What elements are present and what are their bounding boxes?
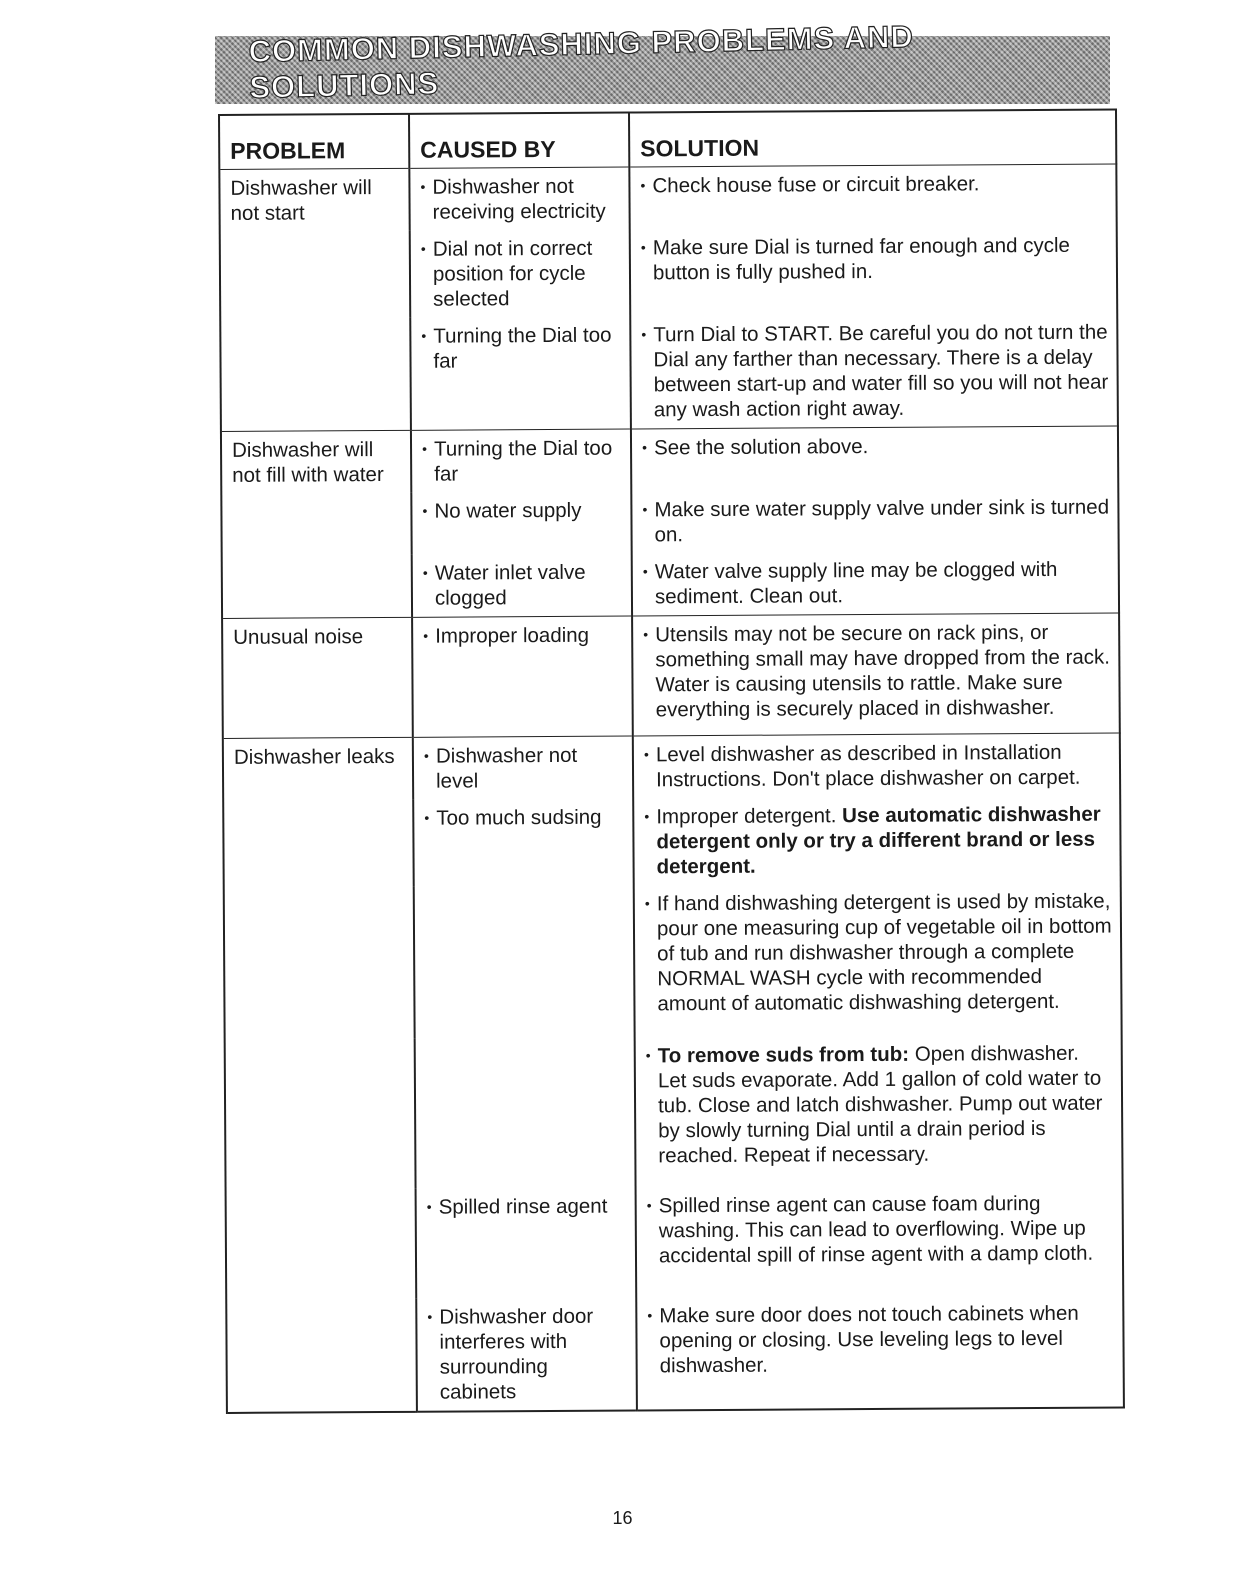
- table-row: [222, 613, 1120, 738]
- problem-cell: [222, 617, 413, 738]
- solution-text: Make sure Dial is turned far enough and cycle button is fully pushed in.: [652, 233, 1070, 285]
- cause-item: • Turning the Dial too far: [422, 436, 622, 487]
- solution-text: If hand dishwashing detergent is used by mistake, pour one measuring cup of vegetable oil in bottom of tub and run dishwasher through a complete NORMAL WASH cycle with recommended amount of automatic dishwashing detergent.: [656, 889, 1112, 1016]
- solution-text: Make sure door does not touch cabinets when opening or closing. Use leveling legs to level dishwasher.: [659, 1301, 1079, 1378]
- troubleshooting-table: [218, 109, 1125, 1414]
- solution-item: [641, 320, 1109, 423]
- solution-item: [644, 740, 1111, 793]
- cause-item: • Improper loading: [423, 623, 623, 649]
- solution-text: Water valve supply line may be clogged with sediment. Clean out.: [654, 557, 1058, 609]
- solution-item: [643, 620, 1111, 723]
- problem-text: Dishwasher will not start: [230, 176, 372, 225]
- solution-item: [642, 495, 1109, 548]
- cause-item: • Water inlet valve clogged: [423, 560, 623, 611]
- cause-cell: [414, 885, 635, 1038]
- table-body: [219, 164, 1124, 1413]
- solution-item: [644, 802, 1111, 880]
- solution-cell: [630, 227, 1118, 317]
- solution-text: Check house fuse or circuit breaker.: [652, 172, 980, 198]
- table-row: [223, 733, 1120, 801]
- solution-item: [640, 171, 1107, 199]
- solution-cell: [632, 613, 1120, 736]
- banner-title: COMMON DISHWASHING PROBLEMS AND SOLUTIONS: [248, 18, 915, 105]
- solution-item: [647, 1301, 1114, 1379]
- header-solution: SOLUTION: [629, 110, 1116, 167]
- problem-text: Unusual noise: [233, 625, 364, 649]
- solution-cell: [636, 1294, 1124, 1410]
- cause-cell: [411, 429, 631, 493]
- cause-cell: [412, 553, 632, 617]
- table-row: [219, 164, 1116, 232]
- solution-bold-text: Use automatic dishwasher detergent only or try a different brand or less detergent.: [656, 802, 1101, 879]
- problem-cell: [223, 737, 417, 1413]
- section-banner: [215, 18, 1110, 105]
- cause-cell: [412, 616, 633, 737]
- problem-text: Dishwasher will not fill with water: [231, 438, 384, 487]
- solution-cell: [635, 1034, 1123, 1187]
- solution-item: [647, 1191, 1114, 1269]
- troubleshooting-table-wrapper: [218, 109, 1123, 1414]
- solution-cell: [631, 489, 1118, 554]
- cause-cell: [410, 316, 631, 430]
- solution-cell: [633, 796, 1121, 886]
- problem-cell: [221, 430, 412, 618]
- table-header-row: [219, 110, 1116, 170]
- cause-cell: [409, 167, 629, 231]
- solution-item: [643, 557, 1110, 610]
- solution-cell: [634, 883, 1122, 1038]
- solution-item: [642, 433, 1109, 461]
- solution-bold-text: To remove suds from tub:: [657, 1042, 910, 1068]
- cause-item: • Too much sudsing: [424, 805, 624, 831]
- solution-text: Level dishwasher as described in Installation Instructions. Don't place dishwasher on carpet.: [655, 740, 1081, 792]
- solution-text: Improper detergent.: [656, 804, 843, 829]
- table-row: [221, 426, 1118, 494]
- problem-text: Dishwasher leaks: [233, 744, 395, 769]
- header-problem: PROBLEM: [219, 114, 409, 170]
- solution-item: [645, 889, 1113, 1017]
- cause-cell: [416, 1187, 637, 1298]
- cause-cell: [411, 491, 631, 554]
- solution-cell: [631, 426, 1118, 491]
- solution-text: Utensils may not be secure on rack pins, or something small may have dropped from the rack. Water is causing utensils to rattle. Make sure everything is securely placed in dishwasher.: [655, 620, 1111, 722]
- problem-cell: [219, 168, 411, 431]
- cause-item: • Turning the Dial too far: [421, 323, 621, 374]
- cause-cell: [416, 1297, 637, 1411]
- solution-text: Open dishwasher. Let suds evaporate. Add 1 gallon of cold water to tub. Close and latch dishwasher. Pump out water by slowly turning Dial until a drain period is reached. Repeat if necessary.: [657, 1041, 1103, 1168]
- solution-cell: [636, 1184, 1124, 1297]
- solution-cell: [630, 314, 1118, 429]
- cause-item: • Dishwasher not receiving electricity: [420, 174, 620, 225]
- cause-item: • Dial not in correct position for cycle selected: [421, 236, 621, 312]
- cause-item: • Spilled rinse agent: [427, 1194, 627, 1220]
- cause-item: • Dishwasher not level: [424, 743, 624, 794]
- solution-cell: [633, 733, 1120, 798]
- solution-text: Make sure water supply valve under sink is turned on.: [654, 495, 1110, 547]
- solution-text: See the solution above.: [653, 435, 869, 460]
- solution-item: [641, 233, 1108, 286]
- solution-text: Turn Dial to START. Be careful you do not turn the Dial any farther than necessary. There is a delay between start-up and water fill so you will not hear any wash action right away.: [653, 320, 1109, 422]
- solution-item: [646, 1041, 1114, 1169]
- solution-cell: [629, 164, 1116, 229]
- cause-cell: [413, 798, 634, 886]
- cause-item: • Dishwasher door interferes with surrounding cabinets: [427, 1304, 628, 1405]
- cause-item: • No water supply: [422, 498, 622, 524]
- solution-cell: [632, 551, 1119, 616]
- solution-text: Spilled rinse agent can cause foam during washing. This can lead to overflowing. Wipe up accidental spill of rinse agent with a damp cloth.: [658, 1191, 1094, 1268]
- cause-cell: [410, 229, 631, 317]
- header-caused-by: CAUSED BY: [409, 112, 629, 168]
- page-number: 16: [612, 1508, 633, 1528]
- cause-cell: [413, 736, 633, 800]
- cause-cell: [415, 1037, 636, 1188]
